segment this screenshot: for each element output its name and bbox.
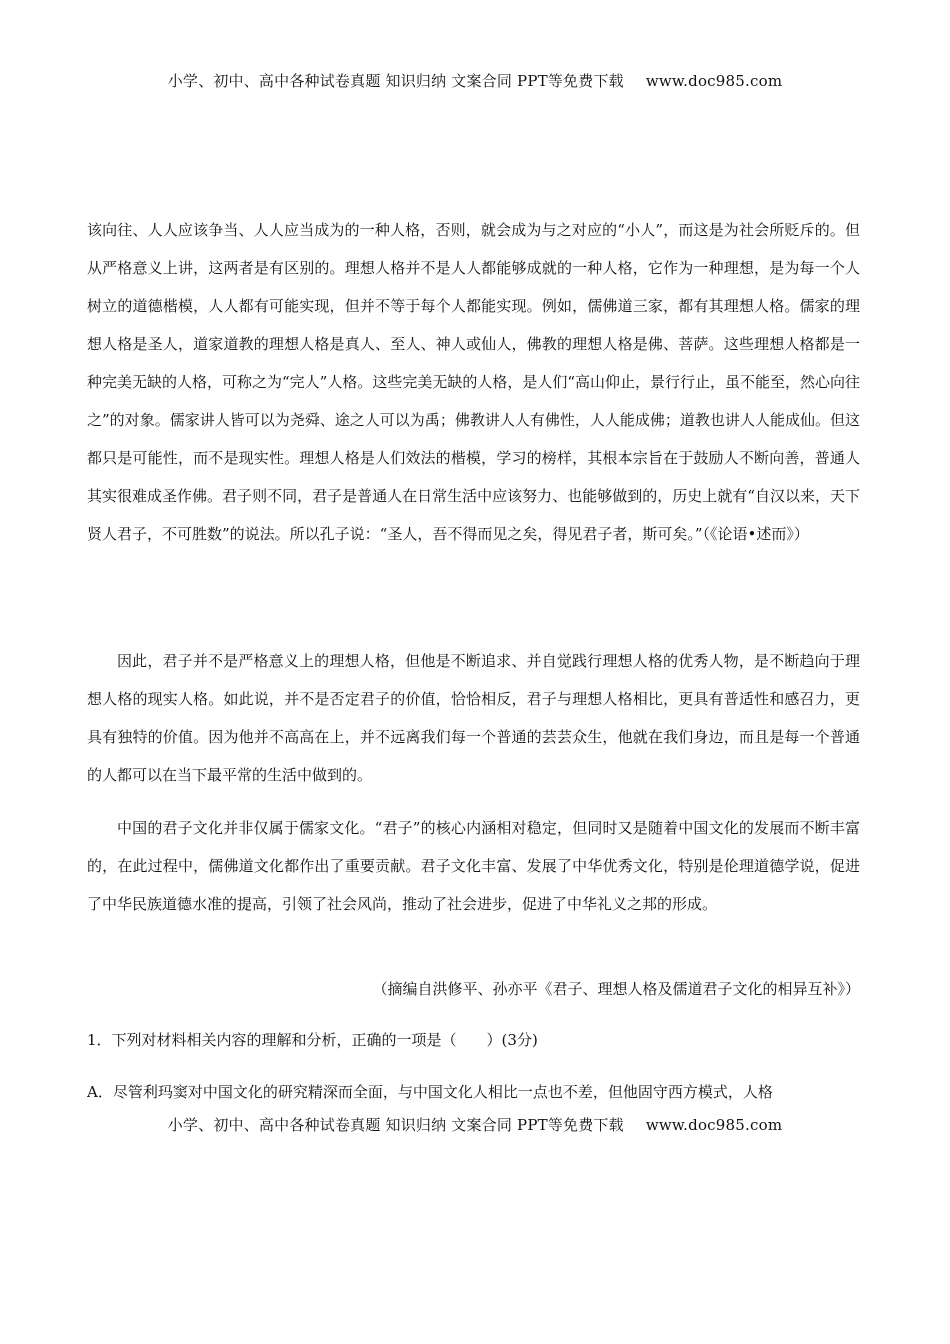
footer-url[interactable]: www.doc985.com [645,1116,783,1134]
footer-text: 小学、初中、高中各种试卷真题 知识归纳 文案合同 PPT等免费下载 [167,1116,624,1134]
page-header [0,70,950,91]
paragraph-2: 因此，君子并不是严格意义上的理想人格，但他是不断追求、并自觉践行理想人格的优秀人物，是不断趋向于理想人格的现实人格。如此说，并不是否定君子的价值，恰恰相反，君子与理想人格相比，更具有普适性和感召力，更具有独特的价值。因为他并不高高在上，并不远离我们每一个普通的芸芸众生，他就在我们身边，而且是每一个普通的人都可以在当下最平常的生活中做到的。 [87,652,860,784]
header-text: 小学、初中、高中各种试卷真题 知识归纳 文案合同 PPT等免费下载 [167,72,624,90]
paragraph-3: 中国的君子文化并非仅属于儒家文化。“君子”的核心内涵相对稳定，但同时又是随着中国文化的发展而不断丰富的，在此过程中，儒佛道文化都作出了重要贡献。君子文化丰富、发展了中华优秀文化，特别是伦理道德学说，促进了中华民族道德水准的提高，引领了社会风尚，推动了社会进步，促进了中华礼义之邦的形成。 [87,819,860,913]
source-citation: （摘编自洪修平、孙亦平《君子、理想人格及儒道君子文化的相异互补》） [372,980,860,998]
paragraph-1: 该向往、人人应该争当、人人应当成为的一种人格，否则，就会成为与之对应的“小人”，而这是为社会所贬斥的。但从严格意义上讲，这两者是有区别的。理想人格并不是人人都能够成就的一种人格，它作为一种理想，是为每一个人树立的道德楷模，人人都有可能实现，但并不等于每个人都能实现。例如，儒佛道三家，都有其理想人格。儒家的理想人格是圣人，道家道教的理想人格是真人、至人、神人或仙人，佛教的理想人格是佛、菩萨。这些理想人格都是一种完美无缺的人格，可称之为“完人”人格。这些完美无缺的人格，是人们“高山仰止，景行行止，虽不能至，然心向往之”的对象。儒家讲人皆可以为尧舜、途之人可以为禹；佛教讲人人有佛性，人人能成佛；道教也讲人人能成仙。但这都只是可能性，而不是现实性。理想人格是人们效法的楷模，学习的榜样，其根本宗旨在于鼓励人不断向善，普通人其实很难成圣作佛。君子则不同，君子是普通人在日常生活中应该努力、也能够做到的，历史上就有“自汉以来，天下贤人君子，不可胜数”的说法。所以孔子说：“圣人，吾不得而见之矣，得见君子者，斯可矣。”（《论语•述而》） [87,221,861,543]
option-a: A．尽管利玛窦对中国文化的研究精深而全面，与中国文化人相比一点也不差，但他固守西方模式，人格 [87,1083,773,1101]
header-url[interactable]: www.doc985.com [645,72,783,90]
page-footer [0,1114,950,1135]
question-1: 1．下列对材料相关内容的理解和分析，正确的一项是（ ）(3分) [87,1031,538,1049]
